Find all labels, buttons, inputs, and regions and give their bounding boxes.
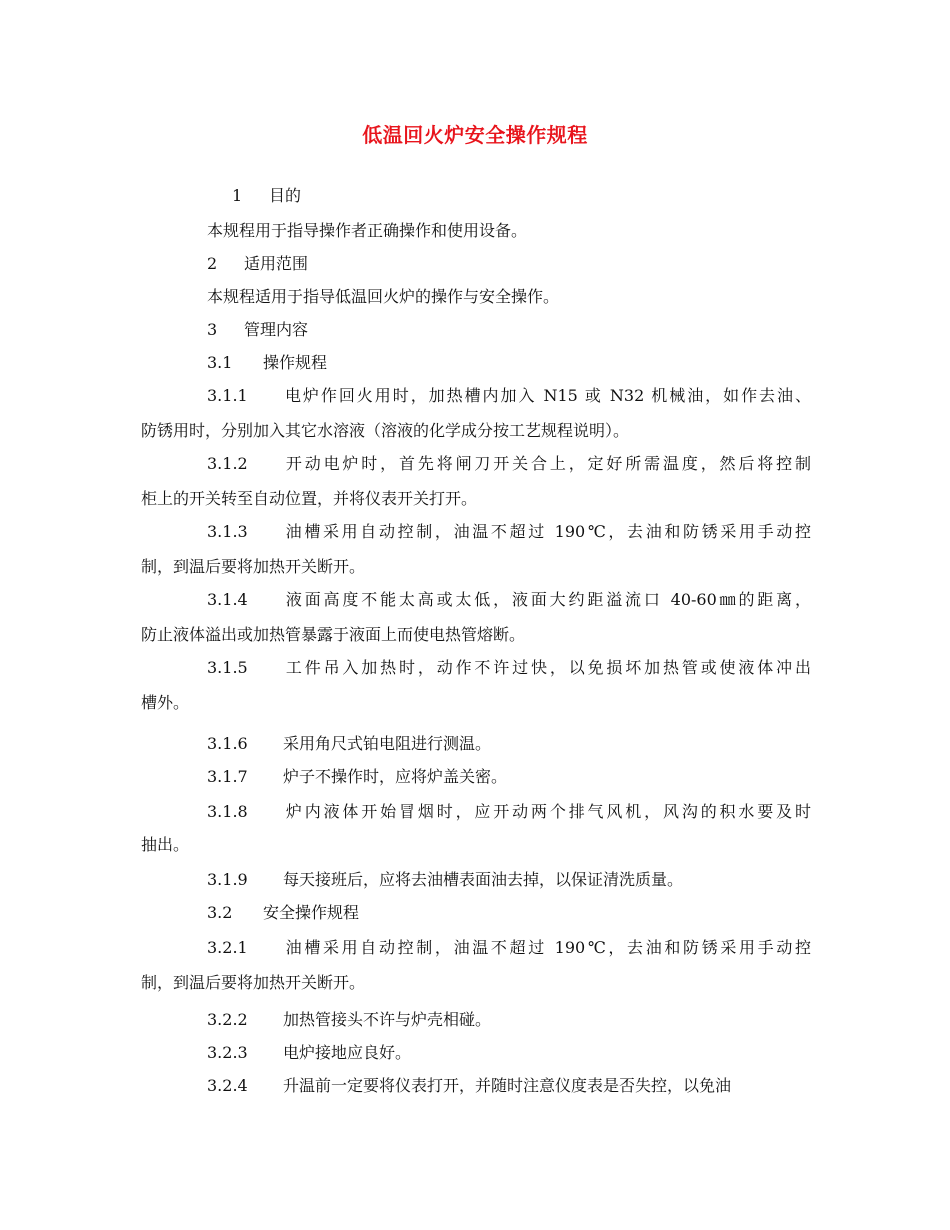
section-text: 工件吊入加热时，动作不许过快，以免损坏加热管或使液体冲出 xyxy=(283,658,811,677)
section-3-2-3 xyxy=(207,1042,811,1064)
section-3 xyxy=(207,319,811,341)
section-number: 3.2.3 xyxy=(207,1043,248,1062)
section-number: 3.1.8 xyxy=(207,802,248,821)
section-number: 3 xyxy=(207,320,218,339)
section-number: 3.1.3 xyxy=(207,522,248,541)
section-number: 2 xyxy=(207,254,218,273)
section-text: 油槽采用自动控制，油温不超过 190℃，去油和防锈采用手动控 xyxy=(283,938,811,957)
section-number: 3.1.5 xyxy=(207,658,248,677)
section-continuation: 抽出。 xyxy=(141,835,190,854)
section-continuation: 槽外。 xyxy=(141,693,190,712)
section-2 xyxy=(207,253,811,275)
section-text: 炉子不操作时，应将炉盖关密。 xyxy=(283,767,508,786)
section-3-1-2 xyxy=(207,453,811,475)
section-text: 每天接班后，应将去油槽表面油去掉，以保证清洗质量。 xyxy=(283,870,684,889)
section-text: 油槽采用自动控制，油温不超过 190℃，去油和防锈采用手动控 xyxy=(283,522,811,541)
section-3-2-4 xyxy=(207,1075,811,1097)
section-number: 3.1.7 xyxy=(207,767,248,786)
section-text: 本规程适用于指导低温回火炉的操作与安全操作。 xyxy=(207,287,560,306)
section-text: 管理内容 xyxy=(244,320,309,339)
section-text: 目的 xyxy=(269,186,302,205)
section-number: 3.2.2 xyxy=(207,1010,248,1029)
section-text: 开动电炉时，首先将闸刀开关合上，定好所需温度，然后将控制 xyxy=(283,454,811,473)
section-number: 3.1.4 xyxy=(207,590,248,609)
paragraph xyxy=(207,220,811,242)
section-continuation: 防止液体溢出或加热管暴露于液面上而使电热管熔断。 xyxy=(141,625,526,644)
section-text: 采用角尺式铂电阻进行测温。 xyxy=(283,734,492,753)
section-number: 3.2.4 xyxy=(207,1076,248,1095)
section-continuation: 防锈用时，分别加入其它水溶液（溶液的化学成分按工艺规程说明）。 xyxy=(141,421,630,440)
section-continuation: 柜上的开关转至自动位置，并将仪表开关打开。 xyxy=(141,489,478,508)
section-3-2-2 xyxy=(207,1009,811,1031)
section-3-1-6 xyxy=(207,733,811,755)
section-1 xyxy=(232,185,836,207)
section-number: 3.1.1 xyxy=(207,386,248,405)
section-3-1-3 xyxy=(207,521,811,543)
section-3-2-1 xyxy=(207,937,811,959)
section-text: 炉内液体开始冒烟时，应开动两个排气风机，风沟的积水要及时 xyxy=(283,802,811,821)
section-text: 加热管接头不许与炉壳相碰。 xyxy=(283,1010,492,1029)
section-text: 操作规程 xyxy=(263,353,328,372)
section-text: 本规程用于指导操作者正确操作和使用设备。 xyxy=(207,221,528,240)
section-number: 3.2 xyxy=(207,903,233,922)
section-3-2 xyxy=(207,902,811,924)
section-number: 3.1.2 xyxy=(207,454,248,473)
section-text: 适用范围 xyxy=(244,254,309,273)
section-text: 液面高度不能太高或太低，液面大约距溢流口 40-60㎜的距离， xyxy=(283,590,811,609)
section-number: 3.1 xyxy=(207,353,233,372)
section-number: 3.1.6 xyxy=(207,734,248,753)
section-continuation: 制，到温后要将加热开关断开。 xyxy=(141,557,366,576)
section-3-1-9 xyxy=(207,869,811,891)
document-title: 低温回火炉安全操作规程 xyxy=(362,123,588,147)
section-3-1-1 xyxy=(207,385,811,407)
section-text: 电炉接地应良好。 xyxy=(283,1043,412,1062)
section-3-1 xyxy=(207,352,811,374)
paragraph xyxy=(207,286,811,308)
section-text: 电炉作回火用时，加热槽内加入 N15 或 N32 机械油，如作去油、 xyxy=(283,386,811,405)
section-number: 3.2.1 xyxy=(207,938,248,957)
section-3-1-7 xyxy=(207,766,811,788)
section-3-1-5 xyxy=(207,657,811,679)
section-continuation: 制，到温后要将加热开关断开。 xyxy=(141,973,366,992)
section-3-1-8 xyxy=(207,801,811,823)
section-text: 升温前一定要将仪表打开，并随时注意仪度表是否失控，以免油 xyxy=(283,1076,732,1095)
section-number: 3.1.9 xyxy=(207,870,248,889)
section-text: 安全操作规程 xyxy=(263,903,360,922)
section-number: 1 xyxy=(232,186,243,205)
section-3-1-4 xyxy=(207,589,811,611)
